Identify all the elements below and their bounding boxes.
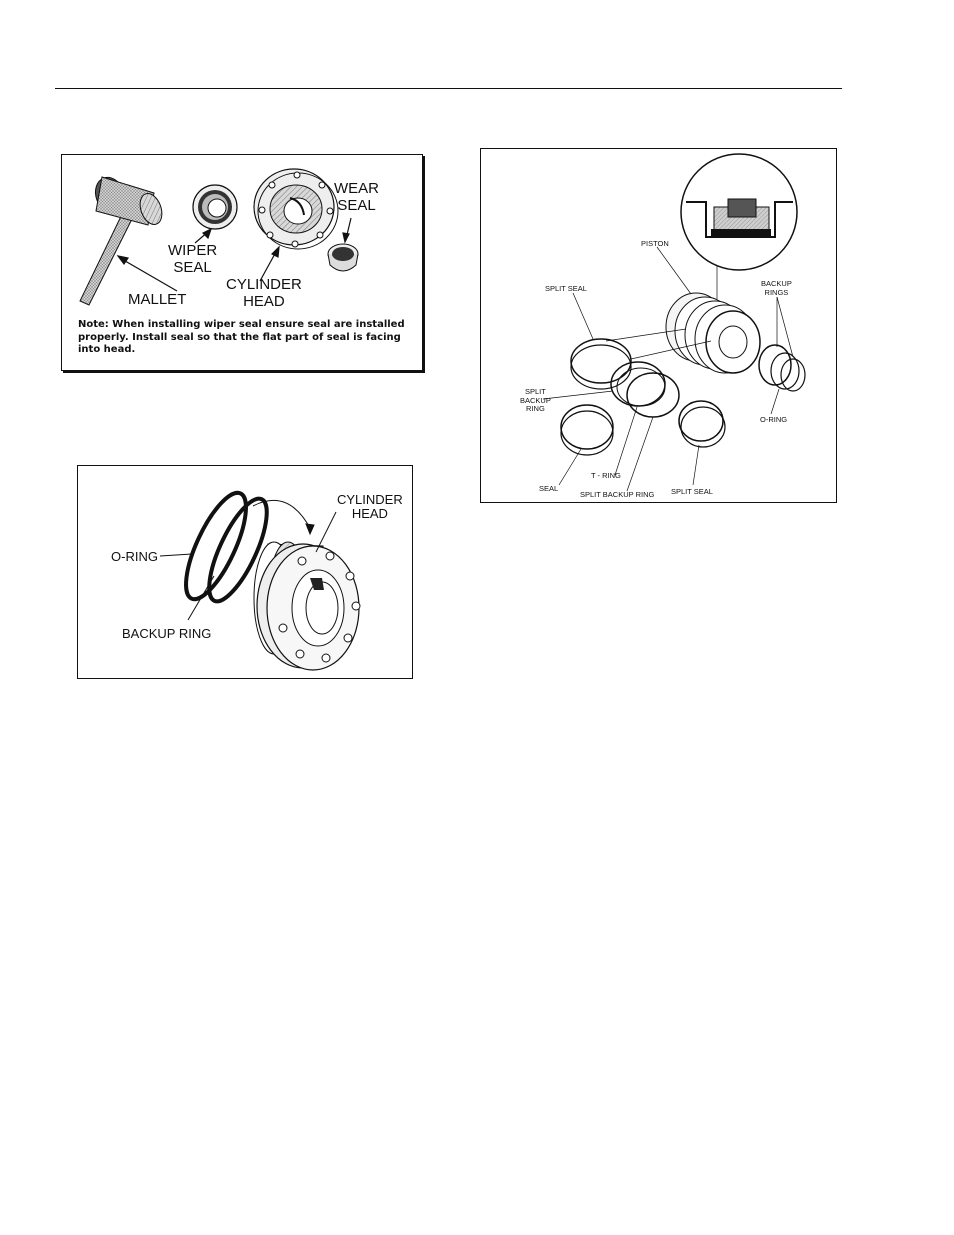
piston-label: PISTON [641, 239, 669, 248]
split-seal-top-label: SPLIT SEAL [545, 284, 587, 293]
backup-ring-label: BACKUP RING [122, 626, 212, 641]
mallet-label: MALLET [128, 291, 187, 308]
install-note: Note: When installing wiper seal ensure seal are installed properly. Install seal so that the flat part of seal is facing into head. [78, 319, 405, 355]
o-ring-label: O-RING [760, 415, 788, 424]
seal-label: SEAL [539, 484, 559, 493]
cylinder-head-label: CYLINDER HEAD [226, 276, 302, 310]
cylinder-head-icon [254, 169, 338, 249]
piston-seals-illustration [481, 149, 838, 504]
mallet-icon [80, 173, 166, 305]
split-backup-ring-bottom-icon [627, 373, 679, 417]
backup-rings-icon [759, 345, 805, 391]
cylinder-head-icon [254, 542, 360, 670]
figure-wiper-seal-install [61, 154, 423, 371]
seal-icon [561, 405, 613, 455]
o-ring-icon [174, 485, 257, 606]
split-seal-bottom-label: SPLIT SEAL [671, 487, 713, 496]
seal-cross-section-detail [681, 154, 797, 270]
split-seal-top-icon [571, 339, 631, 389]
wear-seal-label: WEAR SEAL [334, 180, 379, 214]
split-backup-ring-label: SPLIT BACKUP RING [520, 387, 551, 414]
split-seal-bottom-icon [679, 401, 725, 447]
piston-icon [666, 293, 760, 373]
wiper-seal-label: WIPER SEAL [168, 242, 218, 276]
wear-seal-icon [328, 244, 358, 271]
t-ring-label: T - RING [591, 471, 621, 480]
figure-piston-seals [480, 148, 837, 503]
backup-rings-label: BACKUP RINGS [761, 279, 792, 297]
wiper-seal-icon [193, 185, 237, 229]
cylinder-head-label: CYLINDER HEAD [337, 492, 403, 522]
figure-cylinder-head-rings [77, 465, 413, 679]
o-ring-label: O-RING [111, 549, 158, 564]
header-rule [55, 88, 842, 89]
split-backup-ring-bottom-label: SPLIT BACKUP RING [580, 490, 655, 499]
